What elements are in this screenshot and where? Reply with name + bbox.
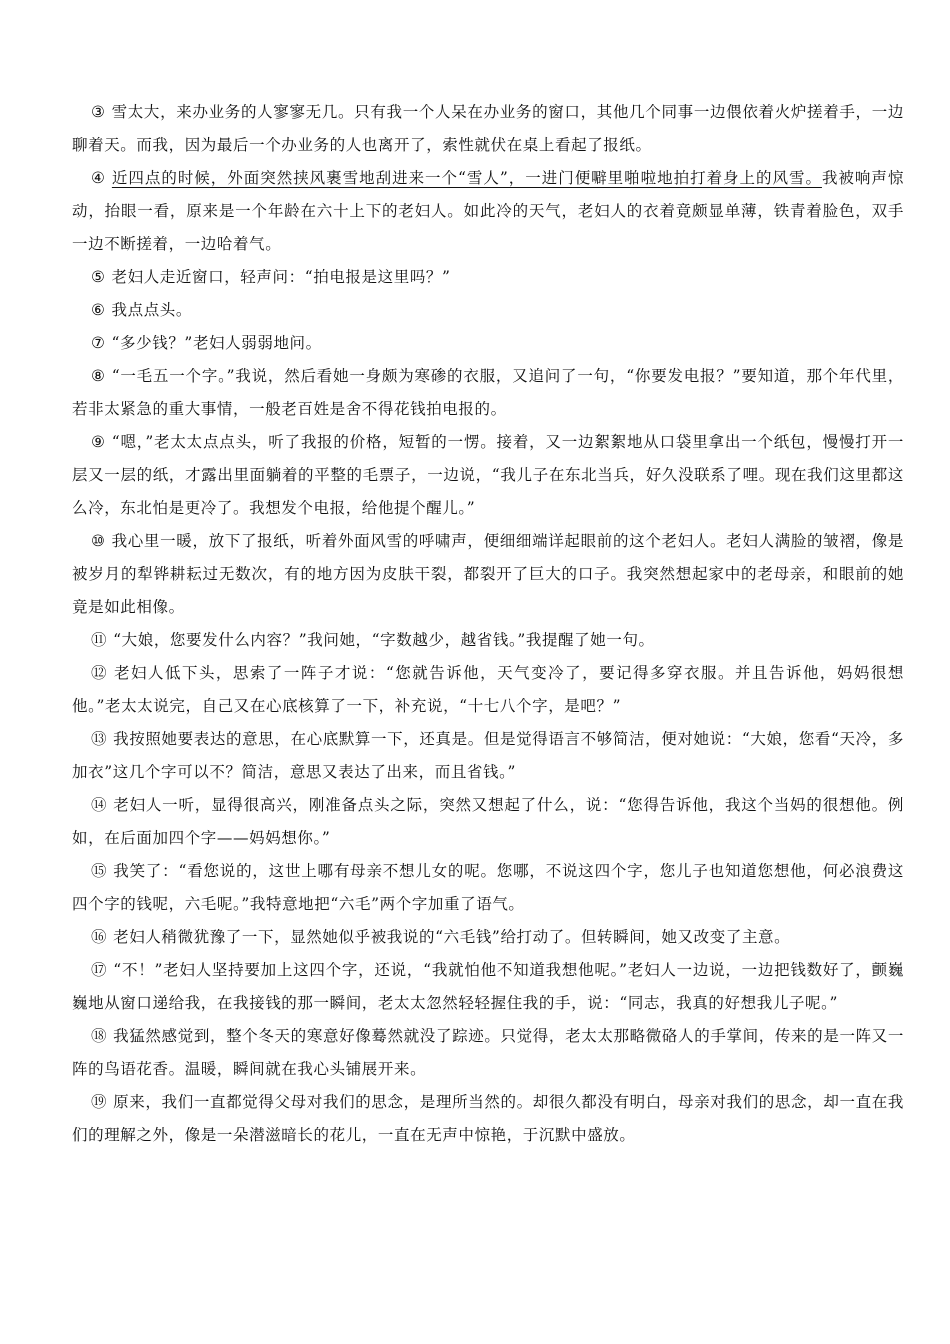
paragraph-text: “一毛五一个字。”我说，然后看她一身颇为寒碜的衣服，又追问了一句，“你要发电报？”要知道，那个年代里，若非太紧急的重大事情，一般老百姓是舍不得花钱拍电报的。	[72, 367, 904, 418]
article-body	[72, 96, 904, 1152]
paragraph-number: ⑱	[91, 1027, 108, 1045]
paragraph-13	[72, 723, 904, 789]
paragraph-8	[72, 360, 904, 426]
paragraph-text: 老妇人走近窗口，轻声问：“拍电报是这里吗？”	[111, 268, 451, 286]
paragraph-number: ⑯	[91, 928, 108, 946]
paragraph-9	[72, 426, 904, 525]
paragraph-text: “嗯，”老太太点点头，听了我报的价格，短暂的一愣。接着，又一边絮絮地从口袋里拿出一个纸包，慢慢打开一层又一层的纸，才露出里面躺着的平整的毛票子，一边说，“我儿子在东北当兵，好久没联系了哩。现在我们这里都这么冷，东北怕是更冷了。我想发个电报，给他提个醒儿。”	[72, 433, 905, 517]
paragraph-3	[72, 96, 904, 162]
paragraph-text: 原来，我们一直都觉得父母对我们的思念，是理所当然的。却很久都没有明白，母亲对我们的思念，却一直在我们的理解之外，像是一朵潜滋暗长的花儿，一直在无声中惊艳，于沉默中盛放。	[72, 1093, 904, 1144]
paragraph-text: 我心里一暖，放下了报纸，听着外面风雪的呼啸声，便细细端详起眼前的这个老妇人。老妇人满脸的皱褶，像是被岁月的犁铧耕耘过无数次，有的地方因为皮肤干裂，都裂开了巨大的口子。我突然想起家中的老母亲，和眼前的她竟是如此相像。	[72, 532, 905, 616]
paragraph-12	[72, 657, 904, 723]
paragraph-18	[72, 1020, 904, 1086]
paragraph-text: “多少钱？”老妇人弱弱地问。	[111, 334, 322, 352]
paragraph-19	[72, 1086, 904, 1152]
paragraph-number: ⑪	[91, 631, 108, 649]
paragraph-6	[72, 294, 904, 327]
paragraph-text: 老妇人低下头，思索了一阵子才说：“您就告诉他，天气变冷了，要记得多穿衣服。并且告诉他，妈妈很想他。”老太太说完，自己又在心底核算了一下，补充说，“十七八个字，是吧？”	[72, 664, 904, 715]
paragraph-number: ④	[91, 169, 106, 187]
paragraph-4	[72, 162, 904, 261]
paragraph-7	[72, 327, 904, 360]
paragraph-14	[72, 789, 904, 855]
paragraph-17	[72, 954, 904, 1020]
paragraph-number: ⑤	[91, 268, 106, 286]
paragraph-number: ⑩	[91, 532, 106, 550]
paragraph-10	[72, 525, 904, 624]
paragraph-text: 我猛然感觉到，整个冬天的寒意好像蓦然就没了踪迹。只觉得，老太太那略微硌人的手掌间，传来的是一阵又一阵的鸟语花香。温暖，瞬间就在我心头铺展开来。	[72, 1027, 904, 1078]
paragraph-number: ⑮	[91, 862, 108, 880]
paragraph-11	[72, 624, 904, 657]
paragraph-number: ⑫	[91, 664, 108, 682]
paragraph-text: 老妇人稍微犹豫了一下，显然她似乎被我说的“六毛钱”给打动了。但转瞬间，她又改变了主意。	[113, 928, 791, 946]
paragraph-text: “大娘，您要发什么内容？”我问她，“字数越少，越省钱。”我提醒了她一句。	[113, 631, 655, 649]
paragraph-text: 我笑了：“看您说的，这世上哪有母亲不想儿女的呢。您哪，不说这四个字，您儿子也知道您想他，何必浪费这四个字的钱呢，六毛呢。”我特意地把“六毛”两个字加重了语气。	[72, 862, 904, 913]
paragraph-16	[72, 921, 904, 954]
paragraph-text: “不！”老妇人坚持要加上这四个字，还说，“我就怕他不知道我想他呢。”老妇人一边说，一边把钱数好了，颤巍巍地从窗口递给我，在我接钱的那一瞬间，老太太忽然轻轻握住我的手，说：“同志，我真的好想我儿子呢。”	[72, 961, 904, 1012]
paragraph-text: 雪太大，来办业务的人寥寥无几。只有我一个人呆在办业务的窗口，其他几个同事一边偎依着火炉搓着手，一边聊着天。而我，因为最后一个办业务的人也离开了，索性就伏在桌上看起了报纸。	[72, 103, 905, 154]
paragraph-number: ⑧	[91, 367, 106, 385]
paragraph-text: 我按照她要表达的意思，在心底默算一下，还真是。但是觉得语言不够简洁，便对她说：“大娘，您看“天冷，多加衣”这几个字可以不？简洁，意思又表达了出来，而且省钱。”	[72, 730, 904, 781]
paragraph-number: ⑨	[91, 433, 106, 451]
paragraph-15	[72, 855, 904, 921]
paragraph-text: 我被响声惊动，抬眼一看，原来是一个年龄在六十上下的老妇人。如此冷的天气，老妇人的衣着竟颇显单薄，铁青着脸色，双手一边不断搓着，一边哈着气。	[72, 169, 904, 253]
paragraph-number: ⑭	[91, 796, 108, 814]
underlined-sentence: 近四点的时候，外面突然挟风裹雪地刮进来一个“雪人”，一进门便噼里啪啦地拍打着身上的风雪。	[111, 169, 822, 187]
paragraph-number: ⑦	[91, 334, 106, 352]
paragraph-text: 老妇人一听，显得很高兴，刚准备点头之际，突然又想起了什么，说：“您得告诉他，我这个当妈的很想他。例如，在后面加四个字——妈妈想你。”	[72, 796, 904, 847]
paragraph-number: ⑲	[91, 1093, 108, 1111]
paragraph-number: ⑬	[91, 730, 108, 748]
paragraph-number: ⑥	[91, 301, 106, 319]
paragraph-text: 我点点头。	[111, 301, 193, 319]
paragraph-5	[72, 261, 904, 294]
paragraph-number: ③	[91, 103, 106, 121]
paragraph-number: ⑰	[91, 961, 108, 979]
